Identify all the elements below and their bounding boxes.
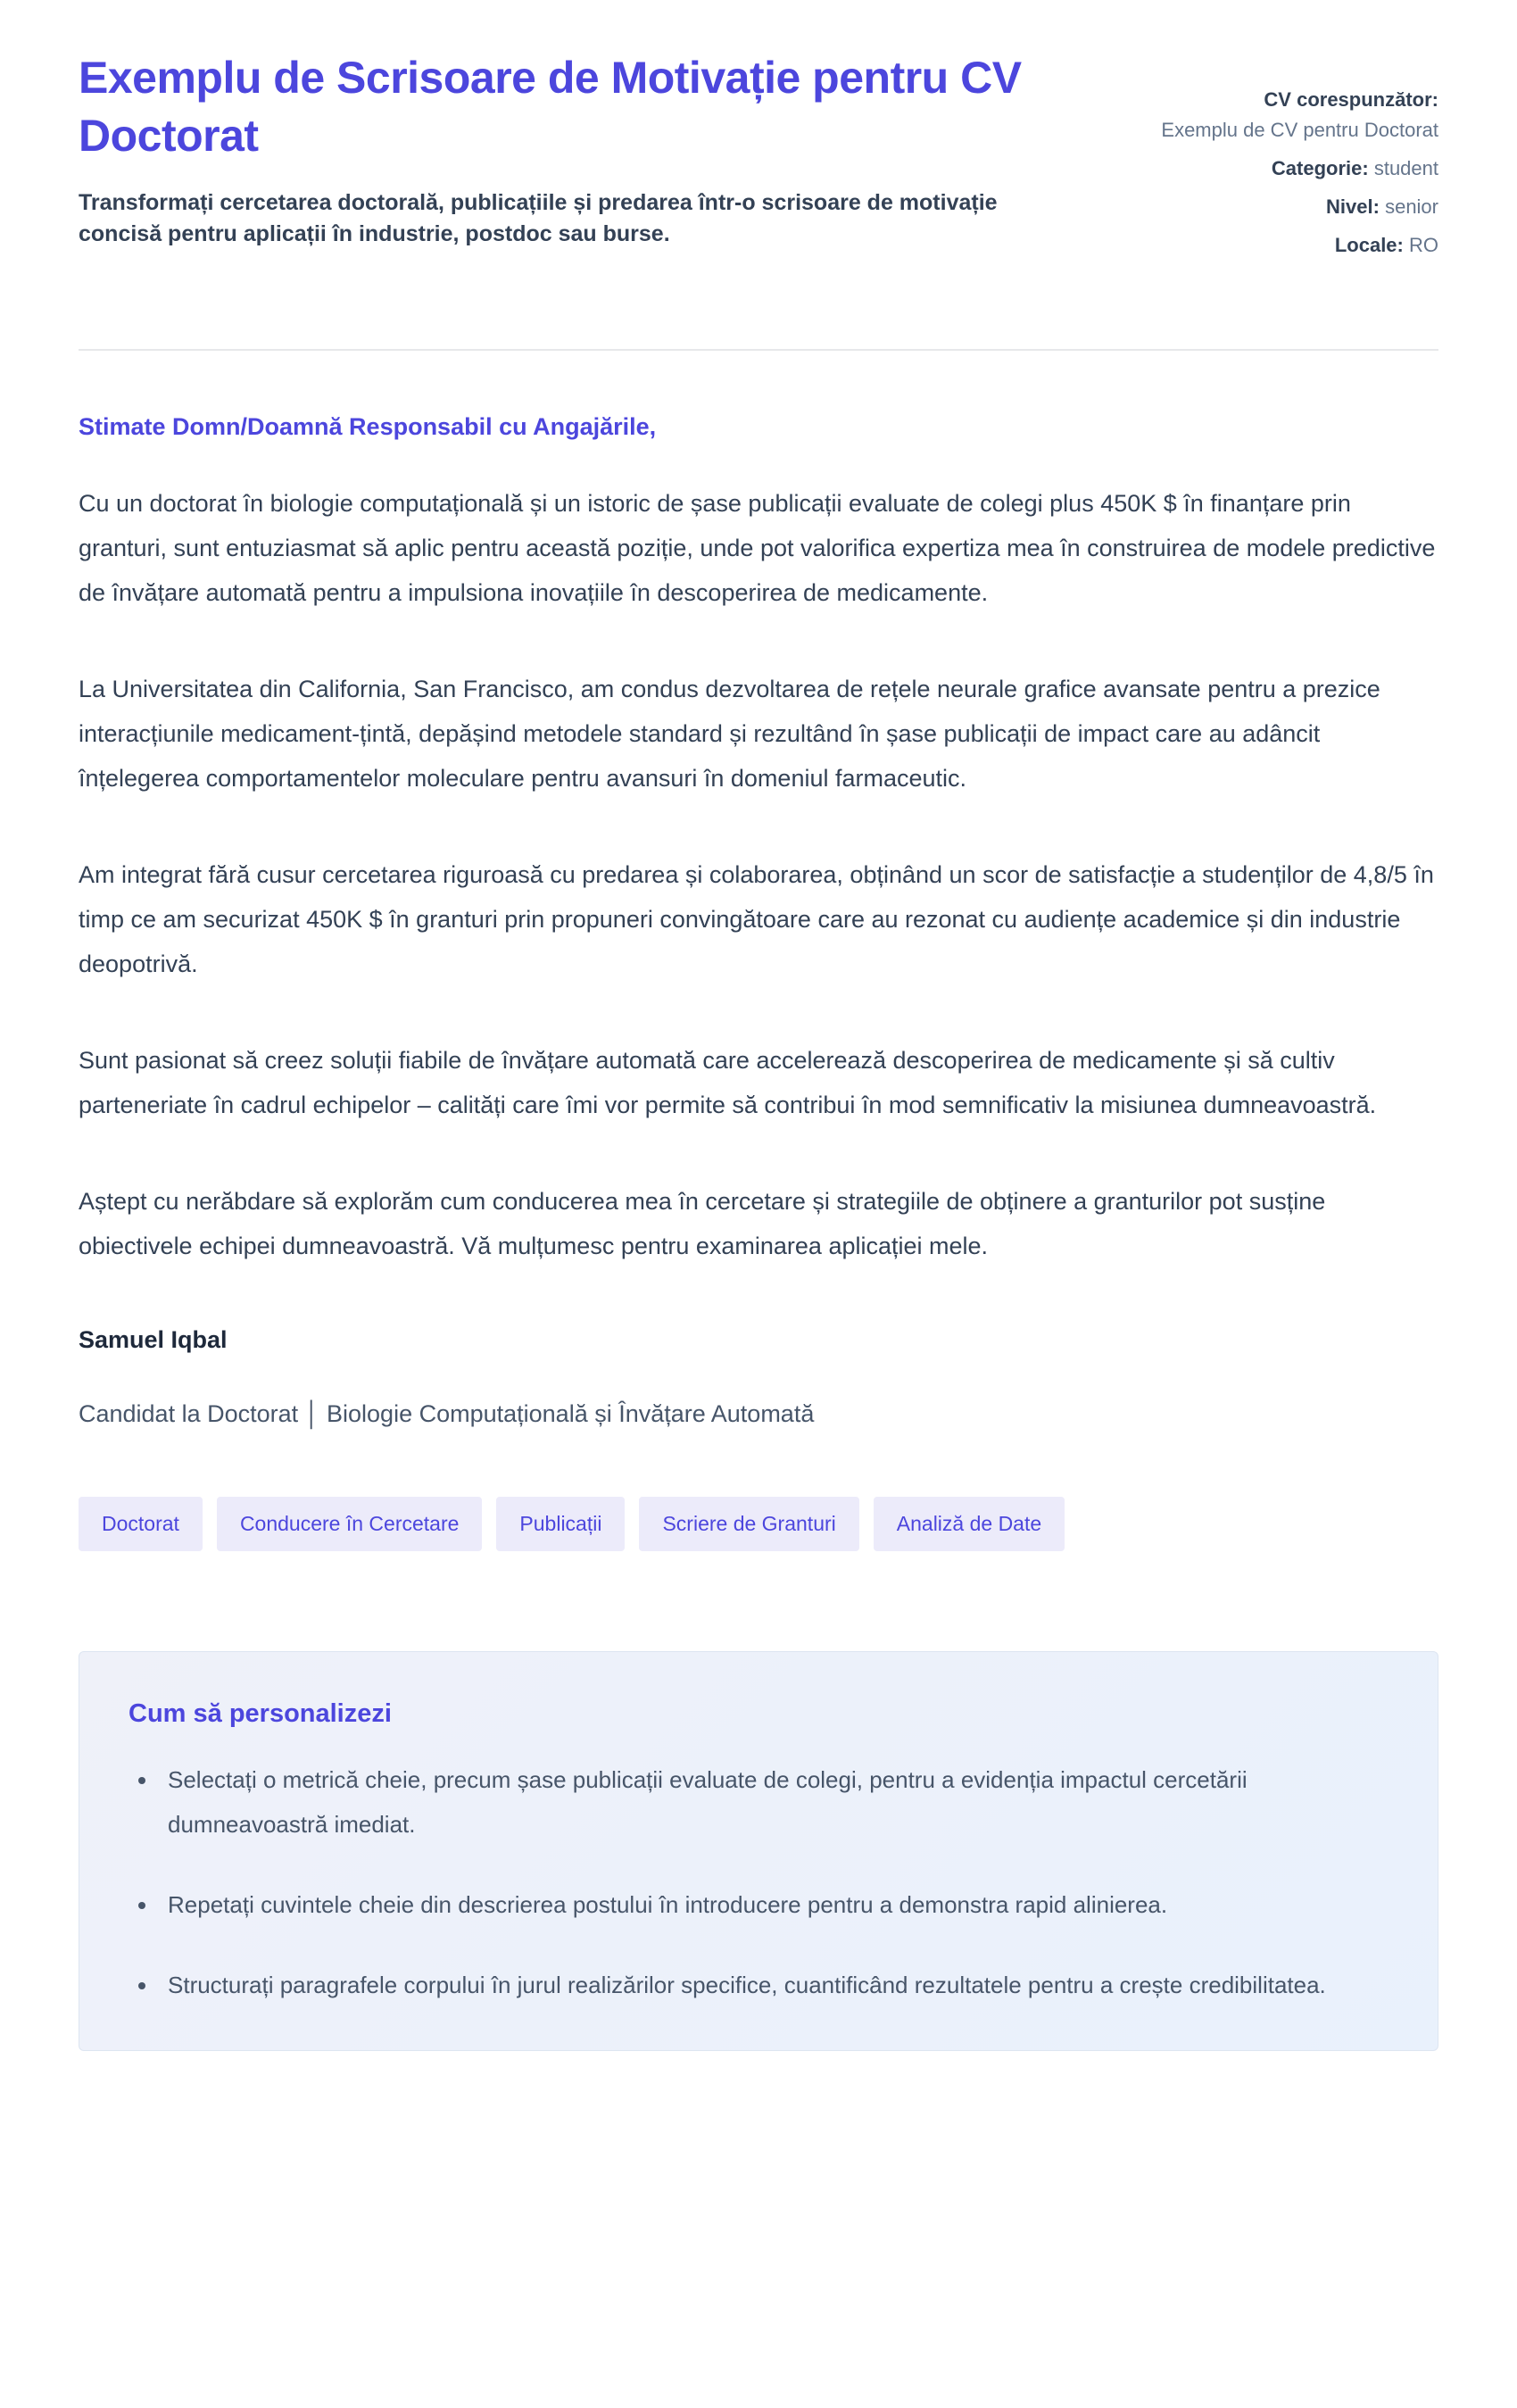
tag-conducere-in-cercetare[interactable]: Conducere în Cercetare	[217, 1497, 482, 1551]
divider	[79, 349, 1438, 351]
header	[79, 49, 1438, 269]
letter-paragraph-2: La Universitatea din California, San Francisco, am condus dezvoltarea de rețele neurale grafice avansate pentru a prezice interacțiunile medicament-țintă, depășind metodele standard și rezultând în șase publicații de impact care au adâncit înțelegerea comportamentelor moleculare pentru avansuri în domeniul farmaceutic.	[79, 676, 1380, 792]
meta-panel	[1135, 49, 1438, 269]
callout-bullet-1: • Selectați o metrică cheie, precum șase publicații evaluate de colegi, pentru a evidenția impactul cercetării dumneavoastră imediat.	[159, 1757, 1389, 1847]
tag-list	[79, 1497, 1438, 1551]
meta-row-locale	[1135, 230, 1438, 261]
header-text-column	[79, 49, 1060, 250]
meta-row-level	[1135, 192, 1438, 222]
callout-bullet-3: • Structurați paragrafele corpului în jurul realizărilor specifice, cuantificând rezultatele pentru a crește credibilitatea.	[159, 1963, 1389, 2007]
letter-body	[79, 404, 1438, 1436]
signature-name: Samuel Iqbal	[79, 1326, 228, 1353]
page-subtitle: Transformați cercetarea doctorală, publicațiile și predarea într-o scrisoare de motivație concisă pentru aplicații în industrie, postdoc sau burse.	[79, 190, 998, 246]
page-title: Exemplu de Scrisoare de Motivație pentru CV Doctorat	[79, 53, 1022, 161]
meta-cv-label: CV corespunzător:	[1264, 88, 1438, 111]
meta-locale-label: Locale:	[1334, 234, 1404, 256]
meta-cv-value: Exemplu de CV pentru Doctorat	[1161, 119, 1438, 141]
tag-publicatii[interactable]: Publicații	[496, 1497, 625, 1551]
tag-doctorat[interactable]: Doctorat	[79, 1497, 203, 1551]
callout-title: Cum să personalizezi	[128, 1699, 392, 1728]
signature-role: Candidat la Doctorat │ Biologie Computațională și Învățare Automată	[79, 1400, 815, 1427]
meta-locale-value: RO	[1409, 234, 1438, 256]
meta-row-category	[1135, 154, 1438, 184]
meta-category-label: Categorie:	[1271, 157, 1369, 179]
tag-scriere-de-granturi[interactable]: Scriere de Granturi	[639, 1497, 858, 1551]
customization-tips-box	[79, 1651, 1438, 2051]
meta-row-cv	[1135, 85, 1438, 145]
tag-analiza-de-date[interactable]: Analiză de Date	[874, 1497, 1065, 1551]
letter-paragraph-4: Sunt pasionat să creez soluții fiabile de învățare automată care accelerează descoperirea de medicamente și să cultiv parteneriate în cadrul echipelor – calități care îmi vor permite să contribui în mod semnificativ la misiunea dumneavoastră.	[79, 1047, 1377, 1118]
callout-bullet-list	[128, 1757, 1389, 2007]
letter-greeting: Stimate Domn/Doamnă Responsabil cu Angajările,	[79, 413, 657, 440]
meta-level-value: senior	[1385, 195, 1438, 218]
meta-category-value: student	[1373, 157, 1438, 179]
meta-level-label: Nivel:	[1326, 195, 1380, 218]
letter-paragraph-3: Am integrat fără cusur cercetarea riguroasă cu predarea și colaborarea, obținând un scor de satisfacție a studenților de 4,8/5 în timp ce am securizat 450K $ în granturi prin propuneri convingătoare care au rezonat cu audiențe academice și din industrie deopotrivă.	[79, 861, 1434, 977]
letter-paragraph-5: Aștept cu nerăbdare să explorăm cum conducerea mea în cercetare și strategiile de obținere a granturilor pot susține obiectivele echipei dumneavoastră. Vă mulțumesc pentru examinarea aplicației mele.	[79, 1188, 1326, 1259]
letter-paragraph-1: Cu un doctorat în biologie computațională și un istoric de șase publicații evaluate de colegi plus 450K $ în finanțare prin granturi, sunt entuziasmat să aplic pentru această poziție, unde pot valorifica expertiza mea în construirea de modele predictive de învățare automată pentru a impulsiona inovațiile în descoperirea de medicamente.	[79, 490, 1436, 606]
callout-bullet-2: • Repetați cuvintele cheie din descrierea postului în introducere pentru a demonstra rapid alinierea.	[159, 1882, 1389, 1927]
